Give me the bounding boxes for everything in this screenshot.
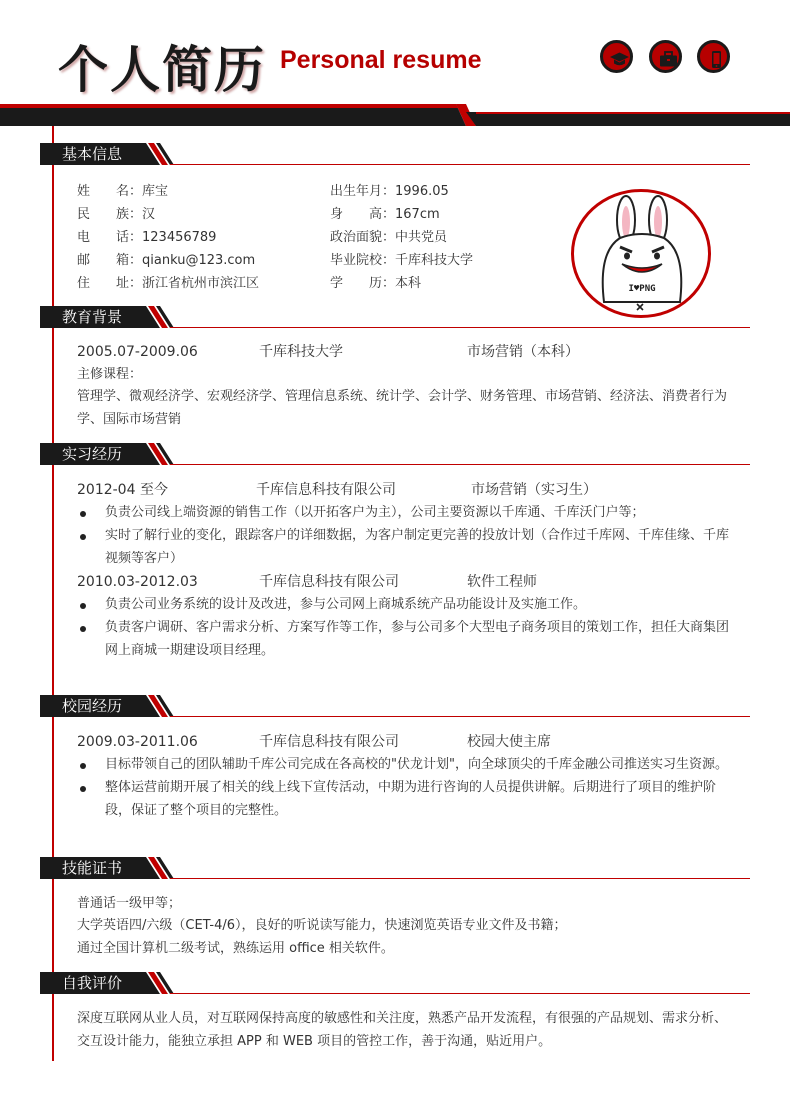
info-email: 邮 箱：qianku@123.com: [77, 253, 256, 268]
section-header: [40, 695, 750, 717]
bullet-dot: [80, 626, 86, 632]
section-title: 自我评价: [62, 974, 123, 992]
bullet-dot: [80, 511, 86, 517]
edu-period: 2005.07-2009.06: [77, 344, 198, 360]
job-period: 2010.03-2012.03: [77, 574, 198, 590]
info-phone: 电 话：123456789: [77, 230, 217, 245]
bullet-dot: [80, 534, 86, 540]
skill-line: 通过全国计算机二级考试，熟练运用 office 相关软件。: [77, 941, 394, 956]
section-title: 实习经历: [62, 445, 123, 463]
skill-line: 大学英语四/六级（CET-4/6），良好的听说读写能力，快速浏览英语专业文件及书籍；: [77, 918, 567, 933]
resume-title-en: Personal resume: [280, 46, 482, 74]
self-evaluation-text: 深度互联网从业人员，对互联网保持高度的敏感性和关注度，熟悉产品开发流程，有很强的产品规划、需求分析、交互设计能力，能独立承担 APP 和 WEB 项目的管控工作，善于沟通，贴近用户。: [77, 1011, 728, 1049]
section-title: 基本信息: [62, 145, 123, 163]
job-company: 千库信息科技有限公司: [256, 482, 396, 498]
bullet-dot: [80, 603, 86, 609]
info-degree: 学 历：本科: [330, 276, 422, 291]
job-bullet: 负责公司业务系统的设计及改进，参与公司网上商城系统产品功能设计及实施工作。: [105, 597, 587, 612]
info-ethnicity: 民 族：汉: [77, 207, 156, 222]
bunny-illustration: [574, 192, 708, 315]
mobile-phone-icon: [697, 40, 730, 73]
section-title: 校园经历: [62, 697, 123, 715]
edu-courses-label: 主修课程：: [77, 367, 143, 382]
campus-period: 2009.03-2011.06: [77, 734, 198, 750]
job-bullet: 实时了解行业的变化，跟踪客户的详细数据，为客户制定更完善的投放计划（合作过千库网、千库佳缘、千库视频等客户）: [105, 528, 730, 566]
job-bullet: 负责客户调研、客户需求分析、方案写作等工作，参与公司多个大型电子商务项目的策划工作，担任大商集团网上商城一期建设项目经理。: [105, 620, 730, 658]
bullet-dot: [80, 786, 86, 792]
section-title: 技能证书: [62, 859, 123, 877]
edu-school: 千库科技大学: [259, 344, 343, 360]
job-role: 软件工程师: [467, 574, 537, 590]
section-header: [40, 972, 750, 994]
timeline-line: [52, 126, 54, 1061]
skill-line: 普通话一级甲等；: [77, 896, 182, 911]
info-school: 毕业院校：千库科技大学: [330, 253, 474, 268]
section-header: [40, 443, 750, 465]
campus-role: 校园大使主席: [467, 734, 551, 750]
avatar-text: I♥PNG: [628, 284, 656, 294]
briefcase-icon: [649, 40, 682, 73]
job-period: 2012-04 至今: [77, 482, 168, 498]
job-role: 市场营销（实习生）: [471, 482, 597, 498]
avatar: [571, 189, 711, 318]
campus-bullet: 目标带领自己的团队辅助千库公司完成在各高校的"伏龙计划"，向全球顶尖的千库金融公司推送实习生资源。: [105, 757, 728, 772]
campus-company: 千库信息科技有限公司: [259, 734, 399, 750]
section-header: [40, 306, 750, 328]
section-title: 教育背景: [62, 308, 123, 326]
job-company: 千库信息科技有限公司: [259, 574, 399, 590]
edu-courses: 管理学、微观经济学、宏观经济学、管理信息系统、统计学、会计学、财务管理、市场营销、经济法、消费者行为学、国际市场营销: [77, 389, 728, 427]
graduation-cap-icon: [600, 40, 633, 73]
section-header: [40, 143, 750, 165]
header-band: [0, 100, 790, 130]
info-birth: 出生年月：1996.05: [330, 184, 449, 199]
info-political: 政治面貌：中共党员: [330, 230, 448, 245]
campus-bullet: 整体运营前期开展了相关的线上线下宣传活动，中期为进行咨询的人员提供讲解。后期进行了项目的维护阶段，保证了整个项目的完整性。: [105, 780, 717, 818]
job-bullet: 负责公司线上端资源的销售工作（以开拓客户为主），公司主要资源以千库通、千库沃门户等；: [105, 505, 645, 520]
bullet-dot: [80, 763, 86, 769]
resume-title-cn: 个人简历: [58, 41, 266, 99]
section-header: [40, 857, 750, 879]
edu-major: 市场营销（本科）: [467, 344, 579, 360]
info-height: 身 高：167cm: [330, 207, 440, 222]
info-address: 住 址：浙江省杭州市滨江区: [77, 276, 260, 291]
info-name: 姓 名：库宝: [77, 184, 169, 199]
